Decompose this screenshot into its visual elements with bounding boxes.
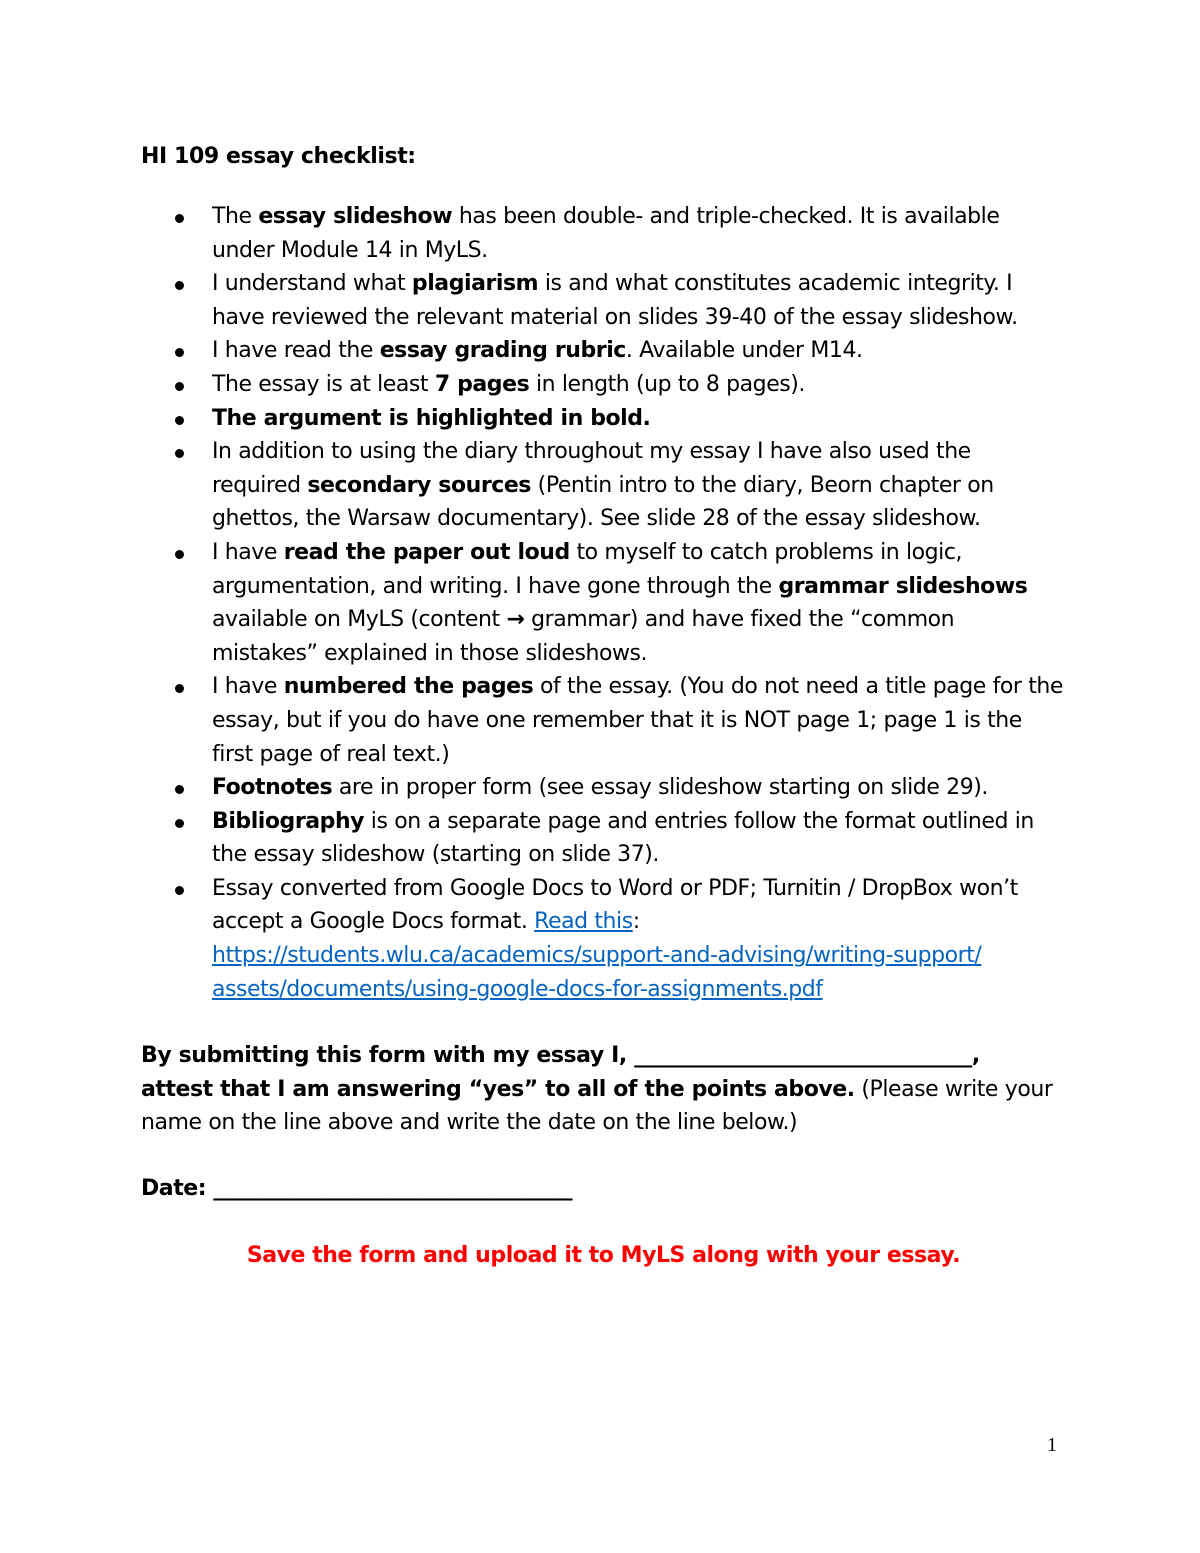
date-blank: __________________________________: [206, 1176, 573, 1202]
bullet-icon: [175, 550, 184, 559]
checklist-item: Footnotes are in proper form (see essay slideshow starting on slide 29).: [141, 771, 1066, 805]
checklist-item: I understand what plagiarism is and what constitutes academic integrity. I have reviewed the relevant material on slides 39-40 of the essay slideshow.: [141, 267, 1066, 334]
read-this-link[interactable]: Read this: [534, 909, 633, 935]
bullet-icon: [175, 684, 184, 693]
arrow-right-icon: →: [506, 607, 525, 633]
bullet-icon: [175, 348, 184, 357]
google-docs-guide-link[interactable]: https://students.wlu.ca/academics/support-and-advising/writing-support/ assets/documents/using-google-docs-for-assignments.pdf: [212, 943, 982, 1002]
checklist-item: The argument is highlighted in bold.: [141, 402, 1066, 436]
bullet-icon: [175, 281, 184, 290]
bullet-icon: [175, 886, 184, 895]
bullet-icon: [175, 416, 184, 425]
checklist-item: I have read the essay grading rubric. Available under M14.: [141, 334, 1066, 368]
checklist-item: In addition to using the diary throughout my essay I have also used the required secondary sources (Pentin intro to the diary, Beorn chapter on ghettos, the Warsaw documentary). See slide 28 of the essay slideshow.: [141, 435, 1066, 536]
checklist-item: Bibliography is on a separate page and entries follow the format outlined in the essay slideshow (starting on slide 37).: [141, 805, 1066, 872]
document-title: HI 109 essay checklist:: [141, 144, 416, 169]
checklist-item: I have numbered the pages of the essay. (You do not need a title page for the essay, but if you do have one remember that it is NOT page 1; page 1 is the first page of real text.): [141, 670, 1066, 771]
page-number: 1: [1047, 1434, 1057, 1456]
document-body: [141, 140, 1066, 1272]
checklist-item: The essay slideshow has been double- and triple-checked. It is available under Module 14 in MyLS.: [141, 200, 1066, 267]
bullet-icon: [175, 449, 184, 458]
checklist-item: Essay converted from Google Docs to Word or PDF; Turnitin / DropBox won’t accept a Google Docs format. Read this: https://students.wlu.ca/academics/support-and-advising/writing-support/ assets/documents/using-google-docs-for-assignments.pdf: [141, 872, 1066, 1006]
date-label: Date:: [141, 1176, 207, 1202]
checklist-item: I have read the paper out loud to myself to catch problems in logic, argumentation, and writing. I have gone through the grammar slideshows available on MyLS (content → grammar) and have fixed the “common mistakes” explained in those slideshows.: [141, 536, 1066, 670]
submission-note: Save the form and upload it to MyLS along with your essay.: [246, 1242, 961, 1268]
bullet-icon: [175, 214, 184, 223]
checklist: [141, 200, 1066, 1006]
bullet-icon: [175, 819, 184, 828]
attestation-statement: By submitting this form with my essay I, ________________________________, attest that I am answering “yes” to all of the points above. (Please write your name on the line above and write the date on the line below.): [141, 1043, 1053, 1136]
checklist-item: The essay is at least 7 pages in length (up to 8 pages).: [141, 368, 1066, 402]
bullet-icon: [175, 382, 184, 391]
bullet-icon: [175, 785, 184, 794]
date-field: [141, 1172, 1066, 1206]
